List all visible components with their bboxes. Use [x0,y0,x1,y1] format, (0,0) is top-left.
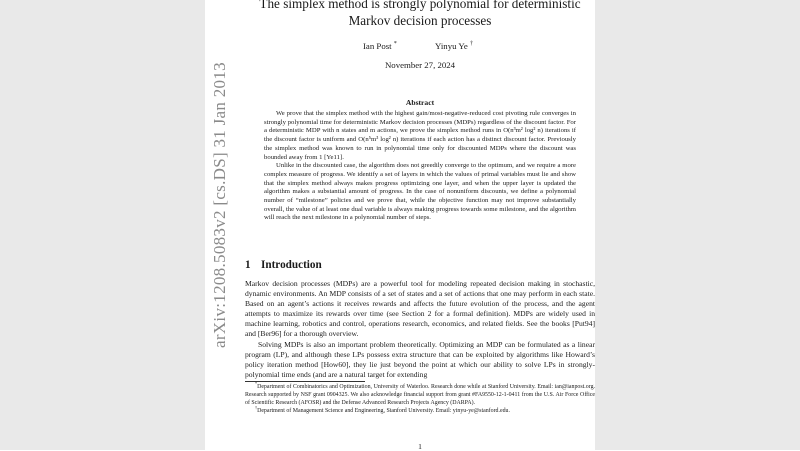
author-name: Yinyu Ye [435,41,468,51]
footnote-mark: * [255,381,258,387]
abstract-paragraph: We prove that the simplex method with the highest gain/most-negative-reduced cost pivoting rule converges in strongly polynomial time for deterministic Markov decision processes (MDPs) regardless of the discount factor. For a deterministic MDP with n states and m actions, we prove the simplex method runs in O(n³m² log² n) iterations if the discount factor is uniform and O(n⁵m³ log² n) iterations if each action has a distinct discount factor. Previously the simplex method was known to run in polynomial time only for discounted MDPs where the discount was bounded away from 1 [Ye11]. [264,110,576,161]
author-footnote-mark: † [469,41,474,48]
paper-date: November 27, 2024 [384,60,456,70]
footnote [245,404,595,416]
paper-title: The simplex method is strongly polynomial for deterministic Markov decision processes [259,0,581,28]
left-margin-background [0,0,205,450]
footnotes [245,381,595,416]
intro-paragraph: Solving MDPs is also an important problem theoretically. Optimizing an MDP can be formulated as a linear program (LP), and although these LPs possess extra structure that can be exploited by algorithms like Howard’s policy iteration method [How60], they lie just beyond the point at which our ability to solve LPs in strongly-polynomial time ends (and are a natural target for extending [245,339,595,379]
author-name: Ian Post [363,41,392,51]
footnote [245,381,595,408]
footnote-divider [245,381,365,382]
abstract-heading: Abstract [405,98,435,107]
author-2 [435,41,473,51]
intro-paragraph: Markov decision processes (MDPs) are a powerful tool for modeling repeated decision making in stochastic, dynamic environments. An MDP consists of a set of states and a set of actions that one may perform in each state. Based on an agent’s actions it receives rewards and affects the future evolution of the process, and the agent attempts to maximize its rewards over time (see Section 2 for a formal definition). MDPs are widely used in machine learning, robotics and control, operations research, economics, and related fields. See the books [Put94] and [Ber96] for a thorough overview. [245,279,595,339]
page-number: 1 [418,442,422,451]
abstract-paragraph: Unlike in the discounted case, the algorithm does not greedily converge to the optimum, and we require a more complex measure of progress. We identify a set of layers in which the values of primal variables must lie and show that the simplex method always makes progress optimizing one layer, and when the upper layer is updated the algorithm makes a substantial amount of progress. In the case of nonuniform discounts, we define a polynomial number of “milestone” policies and we prove that, while the objective function may not improve substantially overall, the value of at least one dual variable is always making progress towards some milestone, and the algorithm will reach the next milestone in a polynomial number of steps. [264,162,576,222]
footnote-text: Department of Combinatorics and Optimization, University of Waterloo. Research done while at Stanford University. Email: ian@ianpost.org. Research supported by NSF grant 0904325. We also acknowledge financial support from grant #FA9550-12-1-0411 from the U.S. Air Force Office of Scientific Research (AFOSR) and the Defense Advanced Research Projects Agency (DARPA). [245,384,595,406]
author-footnote-mark: * [393,41,397,48]
section-number: 1 [245,259,251,271]
section-title: Introduction [261,259,322,271]
right-margin-background [595,0,800,450]
section-heading [245,259,322,271]
author-1 [363,41,397,51]
introduction-body [245,279,595,380]
footnote-mark: † [255,404,258,410]
footnote-text: Department of Management Science and Engineering, Stanford University. Email: yinyu-ye@stanford.edu. [257,407,510,414]
arxiv-margin-identifier: arXiv:1208.5083v2 [cs.DS] 31 Jan 2013 [210,62,229,348]
abstract-body [264,110,576,223]
